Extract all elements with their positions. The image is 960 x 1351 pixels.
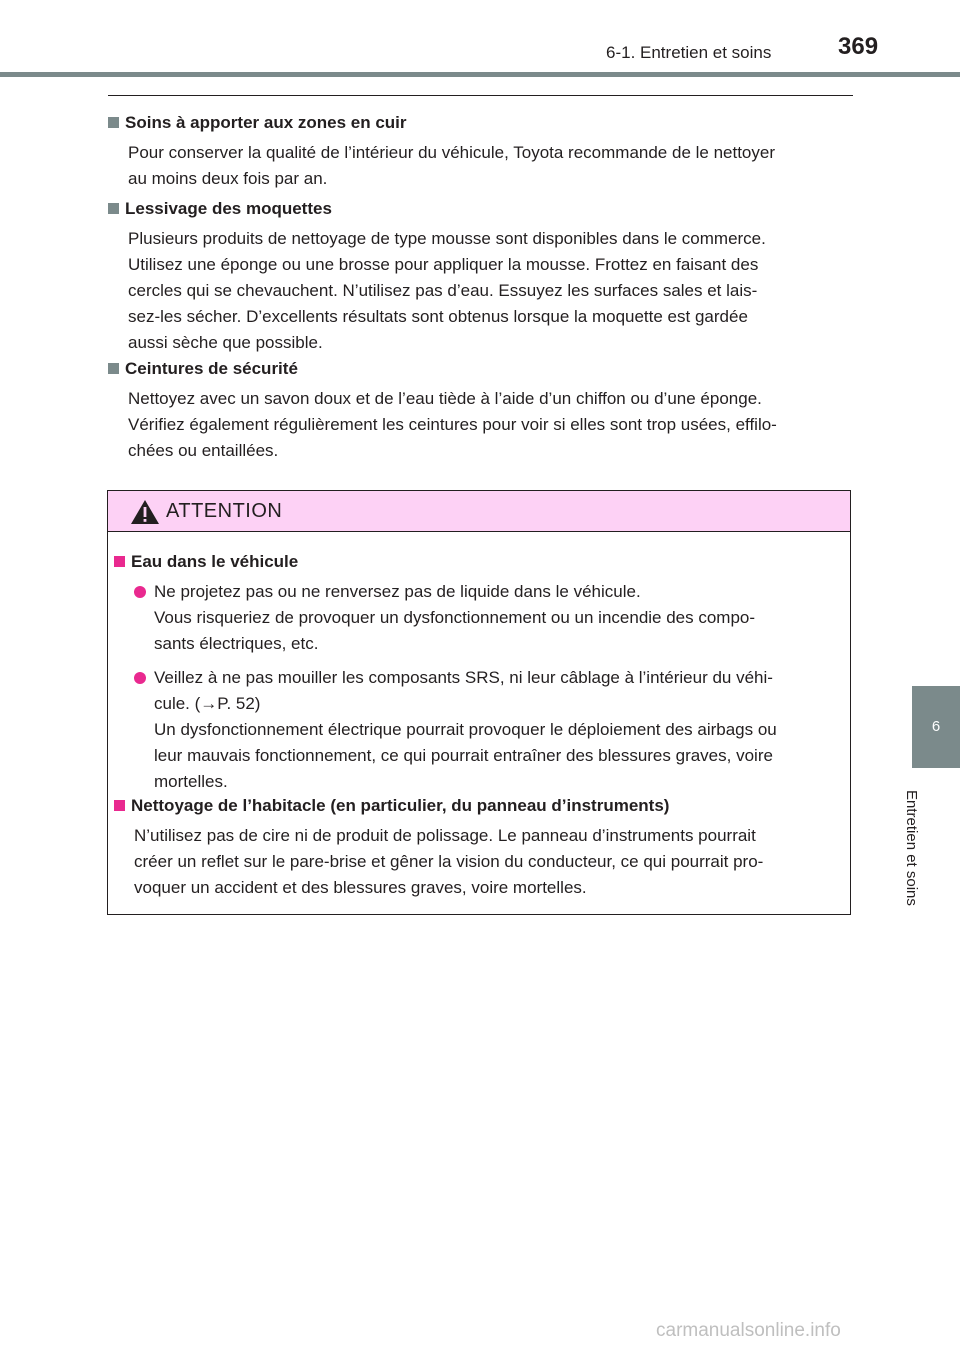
section-heading: Ceintures de sécurité — [125, 359, 298, 378]
section-heading: Lessivage des moquettes — [125, 199, 332, 218]
list-item: Ne projetez pas ou ne renversez pas de liquide dans le véhicule. Vous risqueriez de provoquer un dysfonctionnement ou un incendie des compo- sants électriques, etc. — [134, 579, 842, 657]
chapter-tab[interactable]: 6 — [912, 686, 960, 768]
warning-item-heading: Nettoyage de l’habitacle (en particulier, du panneau d’instruments) — [131, 796, 670, 815]
warning-triangle-icon — [130, 499, 160, 525]
warning-box — [107, 490, 851, 915]
square-bullet-icon — [114, 800, 125, 811]
warning-item-text: N’utilisez pas de cire ni de produit de polissage. Le panneau d’instruments pourrait créer un reflet sur le pare-brise et gêner la vision du conducteur, ce qui pourrait pro- voquer un accident et des blessures graves, voire mortelles. — [134, 826, 764, 897]
section-leather — [108, 110, 853, 192]
square-bullet-icon — [108, 203, 119, 214]
section-text: Plusieurs produits de nettoyage de type mousse sont disponibles dans le commerce. Utilisez une éponge ou une brosse pour appliquer la mousse. Frottez en faisant des cercles qui se chevauchent. N’utilisez pas d’eau. Essuyez les surfaces sales et lais- sez-les sécher. D’excellents résultats sont obtenus lorsque la moquette est gardée aussi sèche que possible. — [128, 229, 766, 352]
watermark: carmanualsonline.info — [656, 1320, 841, 1341]
section-text: Nettoyez avec un savon doux et de l’eau tiède à l’aide d’un chiffon ou d’une éponge. Vérifiez également régulièrement les ceintures pour voir si elles sont trop usées, effilo- chées ou entaillées. — [128, 389, 777, 460]
circle-bullet-icon — [134, 672, 146, 684]
header-rule — [0, 72, 960, 77]
square-bullet-icon — [114, 556, 125, 567]
warning-item-water — [114, 549, 842, 795]
square-bullet-icon — [108, 363, 119, 374]
section-title: 6-1. Entretien et soins — [606, 43, 772, 62]
square-bullet-icon — [108, 117, 119, 128]
warning-header — [108, 491, 850, 532]
section-carpet — [108, 196, 853, 356]
page-number: 369 — [838, 33, 879, 60]
warning-title: ATTENTION — [166, 500, 283, 522]
warning-item-dashboard — [114, 793, 842, 901]
warning-item-heading: Eau dans le véhicule — [131, 552, 299, 571]
section-heading: Soins à apporter aux zones en cuir — [125, 113, 407, 132]
section-text: Pour conserver la qualité de l’intérieur du véhicule, Toyota recommande de le nettoyer au moins deux fois par an. — [128, 143, 775, 188]
section-seatbelts — [108, 356, 853, 464]
chapter-label: Entretien et soins — [903, 790, 920, 906]
circle-bullet-icon — [134, 586, 146, 598]
content-top-rule — [108, 95, 853, 96]
list-item: Veillez à ne pas mouiller les composants SRS, ni leur câblage à l’intérieur du véhi- cule. (→P. 52) Un dysfonctionnement électrique pourrait provoquer le déploiement des airbags ou leur mauvais fonctionnement, ce qui pourrait entraîner des blessures graves, voire mortelles. — [134, 665, 842, 795]
